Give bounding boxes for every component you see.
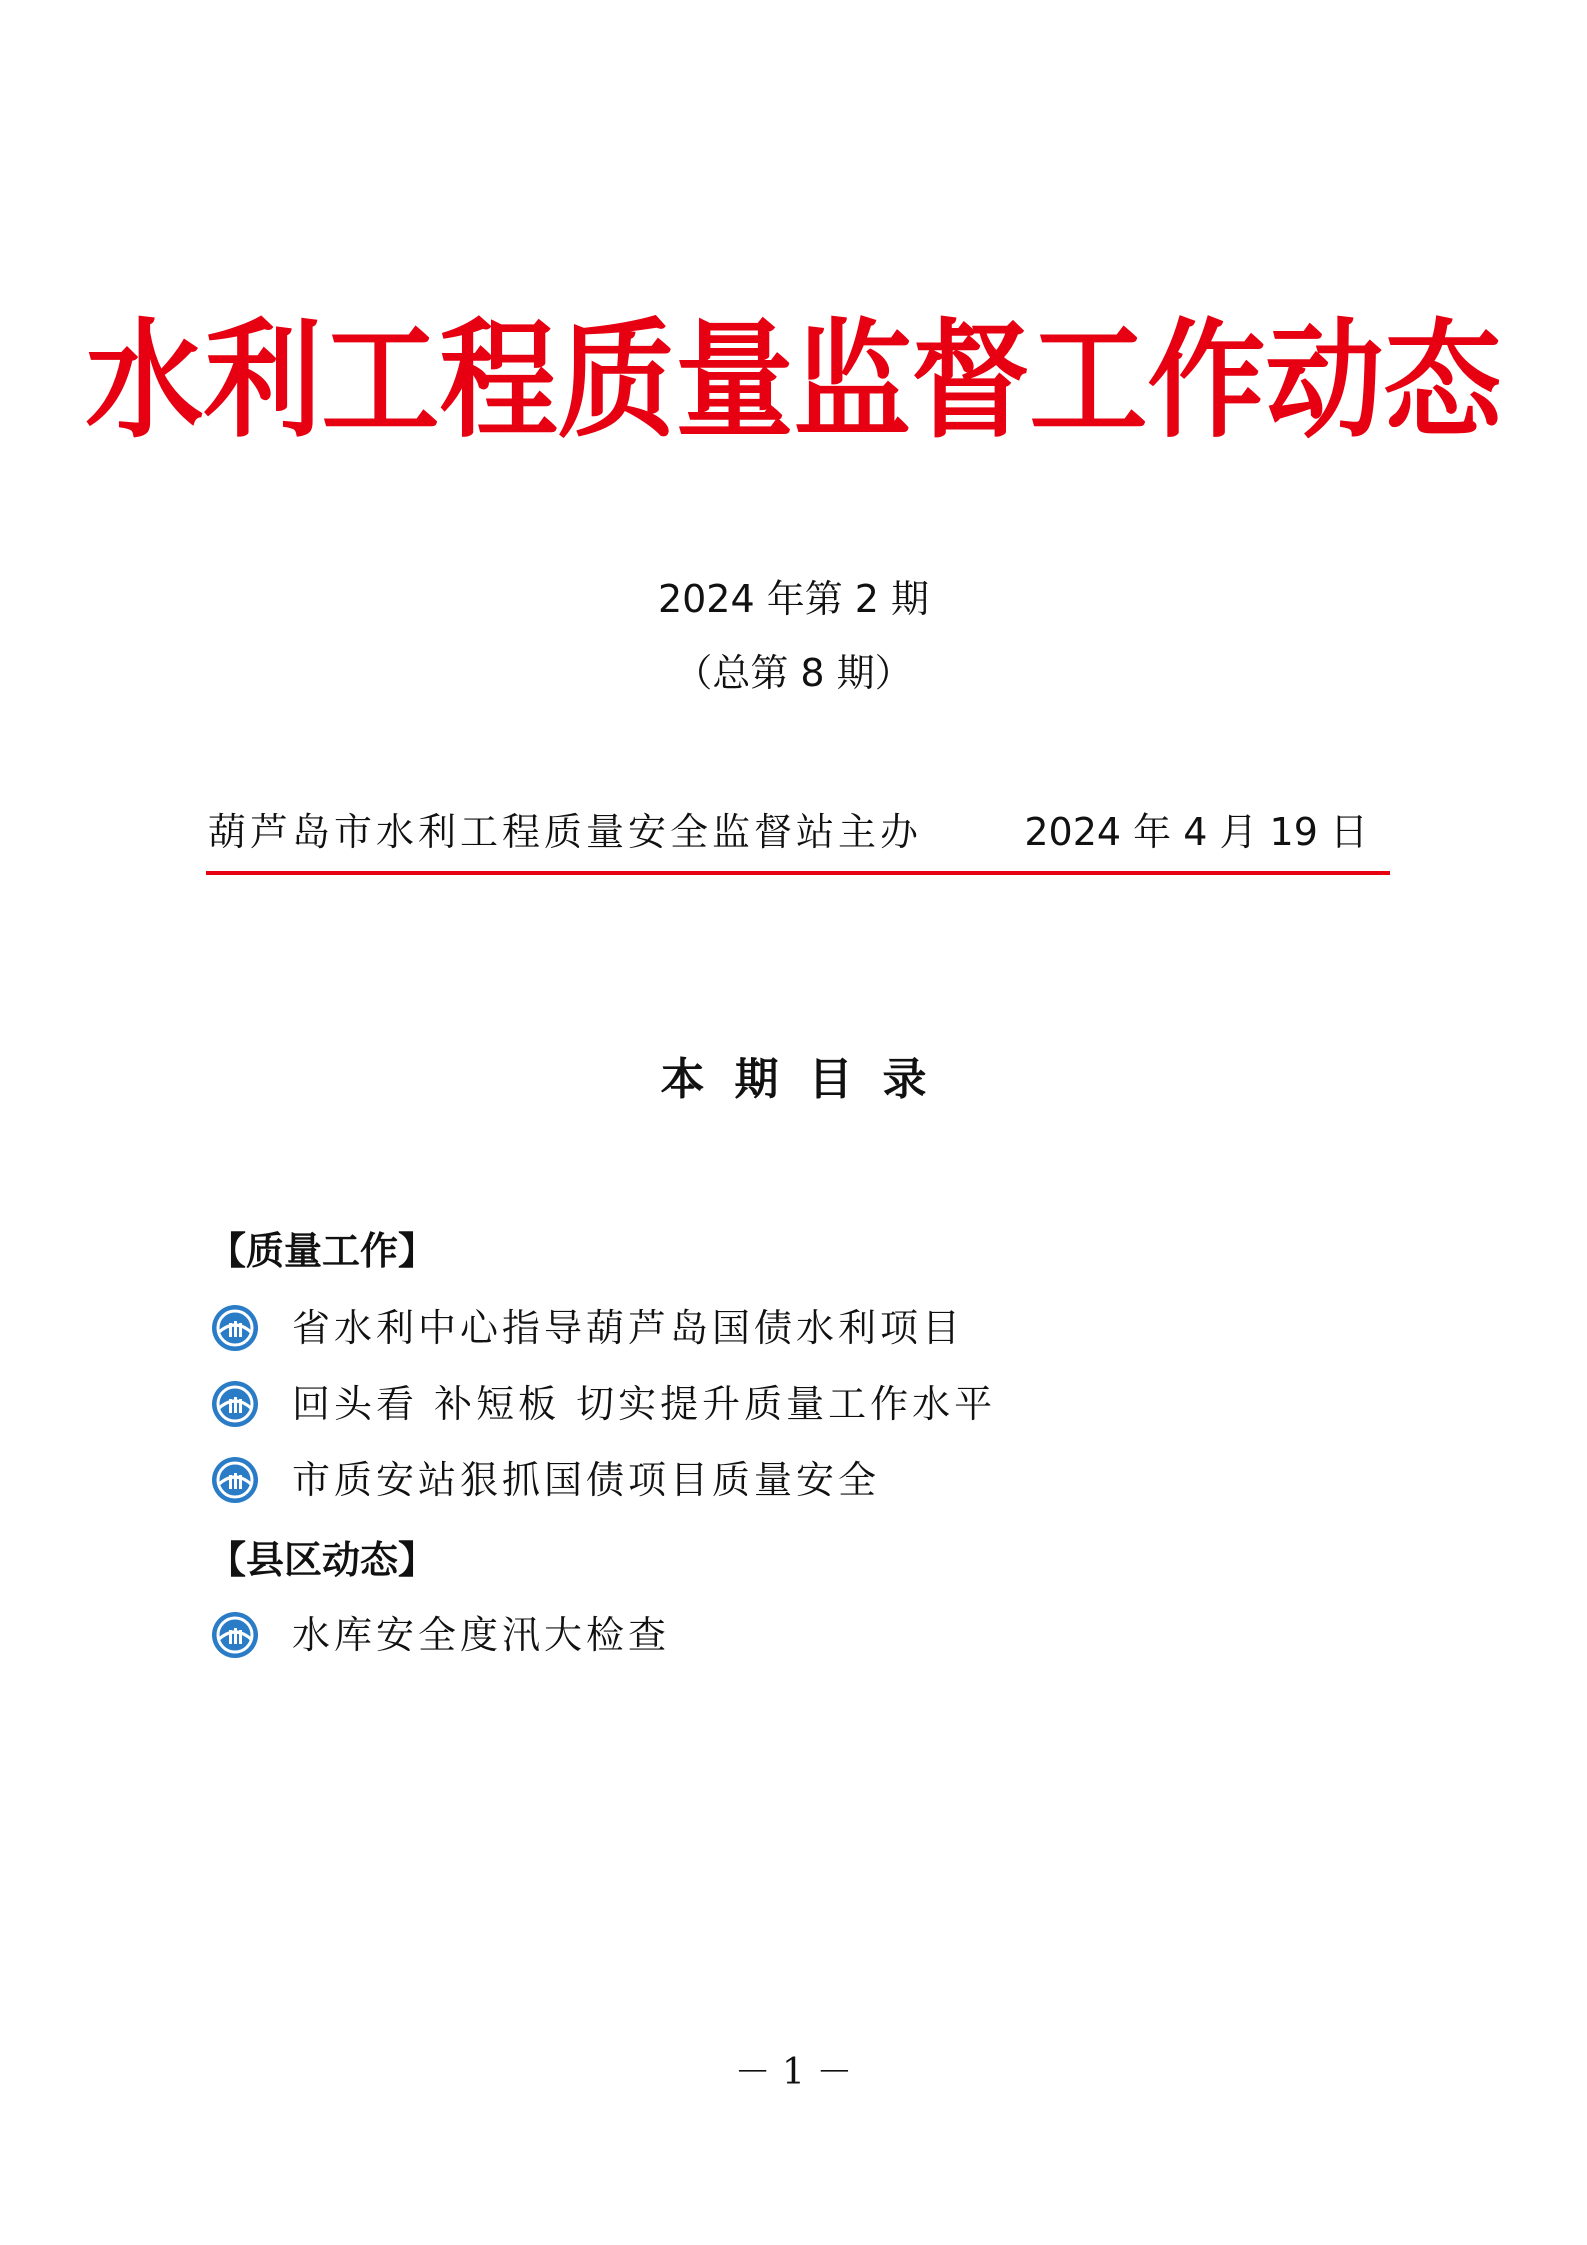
toc-item[interactable] xyxy=(210,1607,670,1663)
toc-item-label: 省水利中心指导葫芦岛国债水利项目 xyxy=(292,1306,965,1350)
water-emblem-icon xyxy=(210,1379,260,1429)
masthead-title: 水利工程质量监督工作动态 xyxy=(85,304,1502,455)
toc-item[interactable] xyxy=(210,1376,996,1432)
water-emblem-icon xyxy=(210,1610,260,1660)
toc-item-label: 市质安站狠抓国债项目质量安全 xyxy=(292,1458,881,1502)
issue-total-number: （总第 8 期） xyxy=(674,651,913,695)
header-divider xyxy=(206,871,1390,875)
toc-item-label: 水库安全度汛大检查 xyxy=(292,1613,671,1657)
toc-item-label: 回头看 补短板 切实提升质量工作水平 xyxy=(292,1382,997,1426)
toc-section-heading-quality: 【质量工作】 xyxy=(208,1229,437,1273)
water-emblem-icon xyxy=(210,1455,260,1505)
page-number: － 1 － xyxy=(734,2052,853,2093)
toc-item[interactable] xyxy=(210,1300,964,1356)
publication-date: 2024 年 4 月 19 日 xyxy=(1024,810,1368,854)
issue-number: 2024 年第 2 期 xyxy=(657,577,930,621)
toc-title: 本期目录 xyxy=(660,1054,957,1105)
sponsor-organization: 葫芦岛市水利工程质量安全监督站主办 xyxy=(208,810,923,854)
toc-item[interactable] xyxy=(210,1452,880,1508)
toc-section-heading-county: 【县区动态】 xyxy=(208,1538,437,1582)
water-emblem-icon xyxy=(210,1303,260,1353)
sponsor-row xyxy=(208,806,1388,858)
